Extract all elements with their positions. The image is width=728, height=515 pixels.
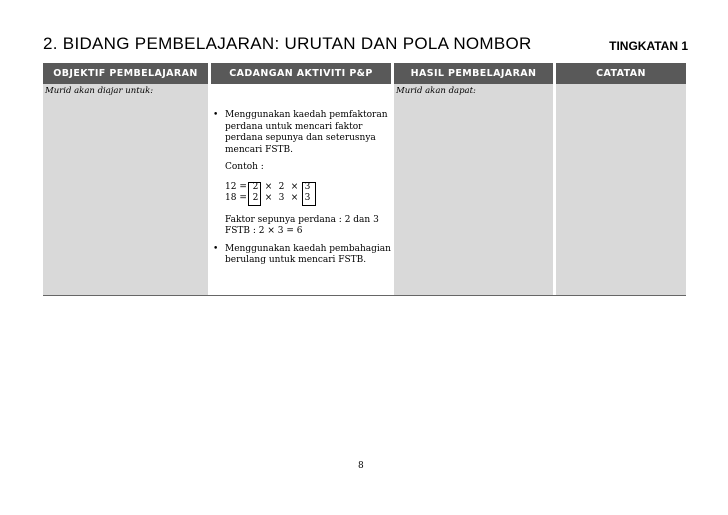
header-notes: CATATAN <box>556 63 686 84</box>
example-label: Contoh : <box>225 162 264 172</box>
activity-item <box>213 244 393 267</box>
activity-text: Menggunakan kaedah pembahagian berulang untuk mencari FSTB. <box>225 243 391 265</box>
activities-subheader <box>211 84 391 98</box>
activity-text: Menggunakan kaedah pemfaktoran perdana untuk mencari faktor perdana sepunya dan seterusnya mencari FSTB. <box>225 110 388 155</box>
bullet-icon: • <box>213 243 219 254</box>
header-activities: CADANGAN AKTIVITI P&P <box>211 63 391 84</box>
lesson-table <box>43 63 686 296</box>
common-factor-box <box>302 182 316 206</box>
objective-cell <box>43 98 208 296</box>
common-factor-box <box>248 182 261 206</box>
objective-subheader: Murid akan diajar untuk: <box>43 84 208 98</box>
activity-item <box>213 110 393 238</box>
activities-cell <box>213 110 393 267</box>
form-level-label: TINGKATAN 1 <box>609 39 688 53</box>
common-factors-text: Faktor sepunya perdana : 2 dan 3 <box>225 214 379 225</box>
page-title: 2. BIDANG PEMBELAJARAN: URUTAN DAN POLA NOMBOR <box>43 34 532 53</box>
header-objective: OBJEKTIF PEMBELAJARAN <box>43 63 208 84</box>
outcome-subheader: Murid akan dapat: <box>394 84 553 98</box>
equation-row: 12 = 2 × 2 × 3 <box>225 182 311 193</box>
bullet-icon: • <box>213 110 219 120</box>
table-bottom-border <box>43 295 686 296</box>
page-number: 8 <box>358 461 364 471</box>
notes-cell <box>556 98 686 296</box>
header-outcome: HASIL PEMBELAJARAN <box>394 63 553 84</box>
notes-subheader <box>556 84 686 98</box>
equation-row: 18 = 2 × 3 × 3 <box>225 193 311 204</box>
factor-equations <box>225 183 393 205</box>
outcome-cell <box>394 98 553 296</box>
fstb-text: FSTB : 2 × 3 = 6 <box>225 226 303 236</box>
